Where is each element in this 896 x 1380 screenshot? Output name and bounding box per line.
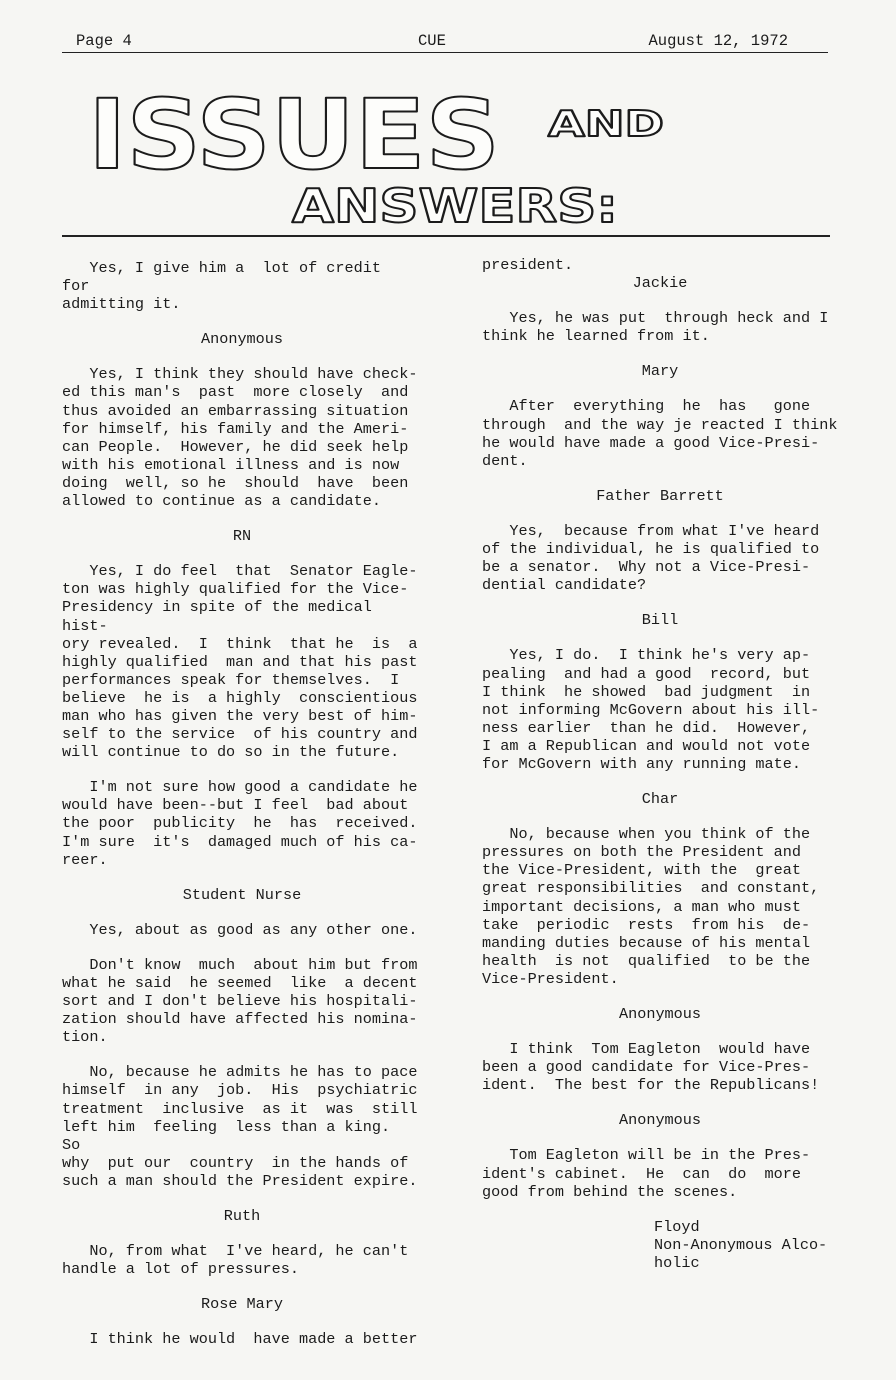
response-paragraph: Don't know much about him but from what he said he seemed like a decent sort and I don't believe his hospitali- zation should have affected his nomina- tion. [62,955,418,1047]
respondent-signature: Anonymous [618,1005,702,1023]
respondent-signature: Anonymous [200,330,284,349]
respondent-signature: Rose Mary [200,1295,284,1314]
response-paragraph: Yes, because from what I've heard of the individual, he is qualified to be a senator. Why not a Vice-Presi- dential candidate? [482,521,820,595]
response-paragraph: No, from what I've heard, he can't handle a lot of pressures. [62,1242,409,1279]
masthead-word-and: AND [548,104,664,145]
response-paragraph: I think he would have made a better [62,1330,418,1349]
response-paragraph: After everything he has gone through and the way je reacted I think he would have made a good Vice-Presi- dent. [482,397,838,470]
response-paragraph: I'm not sure how good a candidate he would have been--but I feel bad about the poor publicity he has received. I'm sure it's damaged much of his ca- reer. [62,778,418,869]
issue-date: August 12, 1972 [648,32,788,50]
respondent-signature: Floyd Non-Anonymous Alco- holic [654,1217,828,1272]
masthead-rule [62,235,830,237]
response-paragraph: Yes, about as good as any other one. [62,920,418,939]
page-header [62,32,828,54]
response-paragraph: Tom Eagleton will be in the Pres- ident's cabinet. He can do more good from behind the scenes. [482,1146,811,1201]
left-column [62,259,422,1349]
page-number: Page 4 [76,32,132,50]
header-rule [62,52,828,53]
respondent-signature: Student Nurse [182,885,302,904]
respondent-signature: Char [641,790,679,809]
response-paragraph: Yes, I give him a lot of credit for admitting it. [62,259,381,314]
response-paragraph: president. [482,256,574,274]
right-column [482,256,838,1272]
masthead-word-answers: ANSWERS: [292,179,618,232]
response-paragraph: No, because he admits he has to pace himself in any job. His psychiatric treatment inclusive as it was still left him feeling less than a king. So why put our country in the hands of such a man should the President expire. [62,1063,418,1190]
response-paragraph: I think Tom Eagleton would have been a good candidate for Vice-Pres- ident. The best for the Republicans! [482,1040,820,1095]
respondent-signature: Father Barrett [596,486,724,505]
response-paragraph: Yes, I do feel that Senator Eagle- ton was highly qualified for the Vice- Presidency in spite of the medical hist- ory revealed. I think that he is a highly qualified man and that his past performances speak for themselves. I believe he is a highly conscientious man who has given the very best of him- self to the service of his country and will continue to do so in the future. [62,562,418,762]
response-paragraph: No, because when you think of the pressures on both the President and the Vice-President, with the great great responsibilities and constant, important decisions, a man who must take periodic rests from his de- manding duties because of his mental health is not qualified to be the Vice-President. [482,825,820,988]
response-paragraph: Yes, he was put through heck and I think he learned from it. [482,309,829,346]
respondent-signature: Bill [641,611,679,630]
respondent-signature: Ruth [223,1207,261,1226]
response-paragraph: Yes, I think they should have check- ed this man's past more closely and thus avoided an embarrassing situation for himself, his family and the Ameri- can People. However, he did seek help with his emotional illness and is now doing well, so he should have been allowed to continue as a candidate. [62,365,418,511]
masthead-word-issues: ISSUES [88,82,501,191]
response-paragraph: Yes, I do. I think he's very ap- pealing and had a good record, but I think he showed bad judgment in not informing McGovern about his ill- ness earlier than he did. However, I am a Republican and would not vote for McGovern with any running mate. [482,646,820,773]
publication-name: CUE [418,32,446,50]
respondent-signature: Anonymous [618,1111,702,1130]
respondent-signature: Mary [641,362,679,381]
respondent-signature: Jackie [632,274,688,293]
respondent-signature: RN [232,527,252,546]
masthead-lettering [86,82,686,232]
masthead-title [86,82,686,232]
